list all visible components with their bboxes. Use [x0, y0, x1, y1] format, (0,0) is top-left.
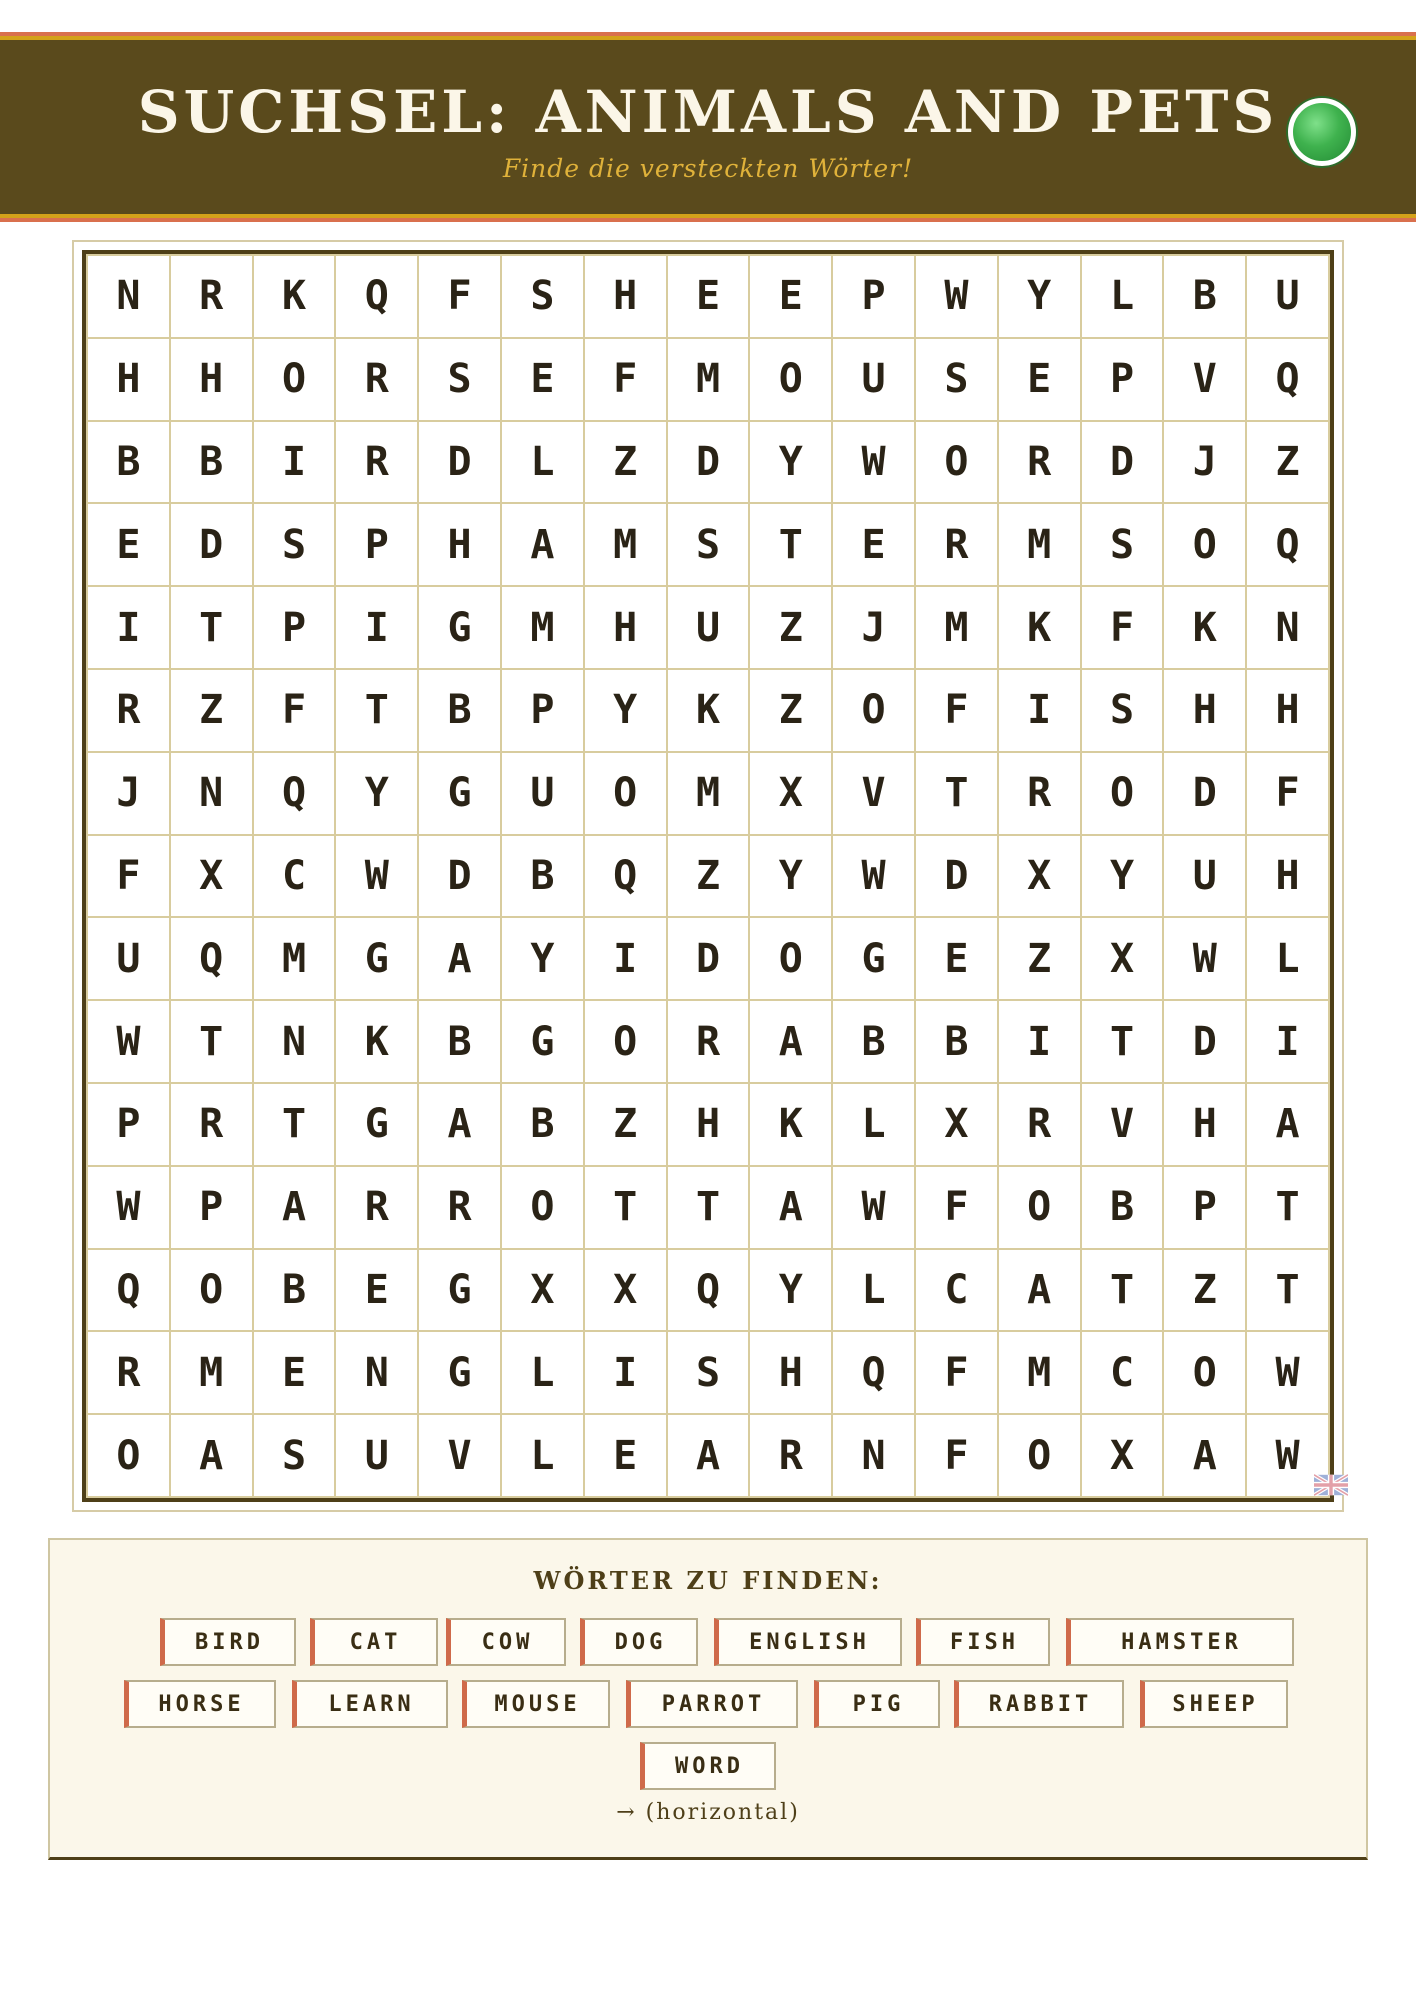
- grid-cell[interactable]: Z: [668, 836, 749, 917]
- grid-cell[interactable]: B: [254, 1250, 335, 1331]
- grid-cell[interactable]: G: [336, 918, 417, 999]
- grid-cell[interactable]: H: [1164, 670, 1245, 751]
- grid-cell[interactable]: Q: [585, 836, 666, 917]
- grid-cell[interactable]: W: [1247, 1415, 1328, 1496]
- grid-cell[interactable]: P: [171, 1167, 252, 1248]
- grid-cell[interactable]: Y: [750, 836, 831, 917]
- grid-cell[interactable]: P: [336, 504, 417, 585]
- grid-cell[interactable]: Q: [1247, 504, 1328, 585]
- grid-cell[interactable]: A: [254, 1167, 335, 1248]
- grid-cell[interactable]: O: [999, 1415, 1080, 1496]
- grid-cell[interactable]: O: [585, 1001, 666, 1082]
- letter-grid: [82, 250, 1334, 1502]
- grid-cell[interactable]: Y: [999, 256, 1080, 337]
- grid-cell[interactable]: P: [254, 587, 335, 668]
- grid-cell[interactable]: T: [171, 587, 252, 668]
- grid-cell[interactable]: U: [88, 918, 169, 999]
- grid-cell[interactable]: Z: [750, 587, 831, 668]
- grid-cell[interactable]: A: [419, 1084, 500, 1165]
- grid-cell[interactable]: W: [833, 836, 914, 917]
- grid-cell[interactable]: Z: [585, 422, 666, 503]
- grid-cell[interactable]: W: [1164, 918, 1245, 999]
- grid-cell[interactable]: A: [750, 1001, 831, 1082]
- grid-cell[interactable]: G: [419, 1332, 500, 1413]
- grid-cell[interactable]: Y: [1082, 836, 1163, 917]
- grid-cell[interactable]: B: [419, 670, 500, 751]
- grid-cell[interactable]: H: [1164, 1084, 1245, 1165]
- grid-cell[interactable]: I: [585, 918, 666, 999]
- grid-cell[interactable]: I: [999, 670, 1080, 751]
- grid-cell[interactable]: E: [916, 918, 997, 999]
- grid-cell[interactable]: F: [254, 670, 335, 751]
- grid-cell[interactable]: N: [88, 256, 169, 337]
- grid-cell[interactable]: S: [502, 256, 583, 337]
- grid-cell[interactable]: T: [1247, 1167, 1328, 1248]
- grid-cell[interactable]: R: [999, 753, 1080, 834]
- grid-cell[interactable]: S: [1082, 670, 1163, 751]
- grid-cell[interactable]: N: [254, 1001, 335, 1082]
- grid-cell[interactable]: G: [419, 1250, 500, 1331]
- grid-cell[interactable]: L: [502, 1415, 583, 1496]
- grid-cell[interactable]: U: [502, 753, 583, 834]
- grid-cell[interactable]: J: [833, 587, 914, 668]
- grid-cell[interactable]: T: [1082, 1250, 1163, 1331]
- grid-cell[interactable]: R: [999, 1084, 1080, 1165]
- grid-cell[interactable]: Y: [750, 1250, 831, 1331]
- grid-cell[interactable]: I: [254, 422, 335, 503]
- grid-cell[interactable]: E: [254, 1332, 335, 1413]
- grid-cell[interactable]: Q: [1247, 339, 1328, 420]
- grid-cell[interactable]: B: [833, 1001, 914, 1082]
- grid-cell[interactable]: F: [88, 836, 169, 917]
- grid-cell[interactable]: V: [1164, 339, 1245, 420]
- grid-cell[interactable]: W: [833, 422, 914, 503]
- grid-cell[interactable]: H: [419, 504, 500, 585]
- grid-cell[interactable]: T: [585, 1167, 666, 1248]
- grid-cell[interactable]: A: [999, 1250, 1080, 1331]
- grid-cell[interactable]: Y: [336, 753, 417, 834]
- grid-cell[interactable]: F: [916, 1332, 997, 1413]
- grid-cell[interactable]: I: [336, 587, 417, 668]
- grid-cell[interactable]: E: [999, 339, 1080, 420]
- grid-cell[interactable]: D: [171, 504, 252, 585]
- word-chip-sheep: SHEEP: [1140, 1680, 1288, 1728]
- grid-cell[interactable]: X: [171, 836, 252, 917]
- grid-cell[interactable]: O: [585, 753, 666, 834]
- grid-cell[interactable]: G: [419, 753, 500, 834]
- grid-cell[interactable]: D: [668, 422, 749, 503]
- grid-cell[interactable]: H: [88, 339, 169, 420]
- grid-cell[interactable]: X: [916, 1084, 997, 1165]
- grid-cell[interactable]: A: [171, 1415, 252, 1496]
- grid-cell[interactable]: A: [1247, 1084, 1328, 1165]
- grid-cell[interactable]: A: [502, 504, 583, 585]
- word-chip-mouse: MOUSE: [462, 1680, 610, 1728]
- grid-cell[interactable]: H: [585, 256, 666, 337]
- grid-cell[interactable]: K: [1164, 587, 1245, 668]
- grid-cell[interactable]: R: [999, 422, 1080, 503]
- grid-cell[interactable]: P: [88, 1084, 169, 1165]
- grid-cell[interactable]: U: [1247, 256, 1328, 337]
- grid-cell[interactable]: A: [419, 918, 500, 999]
- grid-cell[interactable]: N: [833, 1415, 914, 1496]
- grid-cell[interactable]: I: [88, 587, 169, 668]
- grid-cell[interactable]: R: [171, 1084, 252, 1165]
- grid-cell[interactable]: R: [336, 422, 417, 503]
- grid-cell[interactable]: S: [1082, 504, 1163, 585]
- grid-cell[interactable]: M: [668, 339, 749, 420]
- word-chip-parrot: PARROT: [626, 1680, 798, 1728]
- grid-cell[interactable]: M: [668, 753, 749, 834]
- word-chip-cow: COW: [446, 1618, 566, 1666]
- grid-cell[interactable]: Z: [585, 1084, 666, 1165]
- grid-cell[interactable]: W: [916, 256, 997, 337]
- grid-cell[interactable]: V: [833, 753, 914, 834]
- grid-cell[interactable]: Y: [502, 918, 583, 999]
- grid-cell[interactable]: D: [1164, 753, 1245, 834]
- grid-cell[interactable]: X: [502, 1250, 583, 1331]
- grid-cell[interactable]: O: [1082, 753, 1163, 834]
- word-chip-horse: HORSE: [124, 1680, 276, 1728]
- grid-cell[interactable]: A: [668, 1415, 749, 1496]
- header-banner: [0, 34, 1416, 220]
- grid-cell[interactable]: R: [916, 504, 997, 585]
- grid-cell[interactable]: O: [1164, 504, 1245, 585]
- grid-cell[interactable]: O: [502, 1167, 583, 1248]
- grid-cell[interactable]: F: [916, 1167, 997, 1248]
- grid-cell[interactable]: G: [336, 1084, 417, 1165]
- grid-cell[interactable]: B: [502, 836, 583, 917]
- grid-cell[interactable]: O: [750, 339, 831, 420]
- grid-cell[interactable]: R: [88, 670, 169, 751]
- grid-cell[interactable]: F: [585, 339, 666, 420]
- grid-cell[interactable]: U: [336, 1415, 417, 1496]
- grid-cell[interactable]: R: [171, 256, 252, 337]
- grid-cell[interactable]: U: [1164, 836, 1245, 917]
- grid-cell[interactable]: G: [833, 918, 914, 999]
- grid-cell[interactable]: D: [1164, 1001, 1245, 1082]
- grid-cell[interactable]: Q: [88, 1250, 169, 1331]
- grid-cell[interactable]: K: [254, 256, 335, 337]
- grid-cell[interactable]: E: [336, 1250, 417, 1331]
- grid-cell[interactable]: M: [502, 587, 583, 668]
- direction-hint: → (horizontal): [616, 1800, 800, 1825]
- grid-cell[interactable]: O: [1164, 1332, 1245, 1413]
- grid-cell[interactable]: K: [999, 587, 1080, 668]
- grid-cell[interactable]: T: [254, 1084, 335, 1165]
- grid-cell[interactable]: R: [419, 1167, 500, 1248]
- grid-cell[interactable]: T: [171, 1001, 252, 1082]
- grid-cell[interactable]: X: [585, 1250, 666, 1331]
- grid-cell[interactable]: W: [1247, 1332, 1328, 1413]
- grid-cell[interactable]: I: [585, 1332, 666, 1413]
- grid-cell[interactable]: Z: [750, 670, 831, 751]
- grid-cell[interactable]: F: [1247, 753, 1328, 834]
- grid-cell[interactable]: J: [1164, 422, 1245, 503]
- grid-cell[interactable]: N: [336, 1332, 417, 1413]
- grid-cell[interactable]: H: [585, 587, 666, 668]
- grid-cell[interactable]: I: [999, 1001, 1080, 1082]
- grid-cell[interactable]: E: [750, 256, 831, 337]
- word-bank-heading: WÖRTER ZU FINDEN:: [533, 1566, 883, 1595]
- grid-cell[interactable]: W: [336, 836, 417, 917]
- grid-cell[interactable]: S: [419, 339, 500, 420]
- grid-cell[interactable]: Q: [336, 256, 417, 337]
- grid-cell[interactable]: R: [88, 1332, 169, 1413]
- grid-cell[interactable]: C: [1082, 1332, 1163, 1413]
- grid-cell[interactable]: N: [171, 753, 252, 834]
- grid-cell[interactable]: M: [171, 1332, 252, 1413]
- grid-cell[interactable]: H: [750, 1332, 831, 1413]
- grid-cell[interactable]: Z: [171, 670, 252, 751]
- grid-cell[interactable]: A: [1164, 1415, 1245, 1496]
- grid-cell[interactable]: M: [254, 918, 335, 999]
- grid-cell[interactable]: P: [502, 670, 583, 751]
- grid-cell[interactable]: E: [502, 339, 583, 420]
- grid-cell[interactable]: T: [1082, 1001, 1163, 1082]
- grid-cell[interactable]: K: [750, 1084, 831, 1165]
- grid-cell[interactable]: B: [1164, 256, 1245, 337]
- grid-cell[interactable]: S: [254, 1415, 335, 1496]
- word-chip-dog: DOG: [580, 1618, 698, 1666]
- grid-cell[interactable]: H: [1247, 670, 1328, 751]
- grid-cell[interactable]: L: [833, 1084, 914, 1165]
- grid-cell[interactable]: S: [668, 1332, 749, 1413]
- grid-cell[interactable]: B: [171, 422, 252, 503]
- page-subtitle: Finde die versteckten Wörter!: [502, 154, 914, 183]
- grid-cell[interactable]: P: [1082, 339, 1163, 420]
- word-chip-english: ENGLISH: [714, 1618, 902, 1666]
- grid-cell[interactable]: F: [916, 670, 997, 751]
- word-bank: [48, 1538, 1368, 1860]
- grid-cell[interactable]: I: [1247, 1001, 1328, 1082]
- grid-cell[interactable]: J: [88, 753, 169, 834]
- grid-cell[interactable]: O: [88, 1415, 169, 1496]
- grid-cell[interactable]: D: [668, 918, 749, 999]
- grid-cell[interactable]: V: [1082, 1084, 1163, 1165]
- grid-cell[interactable]: L: [833, 1250, 914, 1331]
- grid-cell[interactable]: A: [750, 1167, 831, 1248]
- grid-cell[interactable]: B: [916, 1001, 997, 1082]
- grid-cell[interactable]: K: [336, 1001, 417, 1082]
- grid-cell[interactable]: O: [750, 918, 831, 999]
- grid-cell[interactable]: B: [419, 1001, 500, 1082]
- grid-cell[interactable]: M: [999, 1332, 1080, 1413]
- word-chip-hamster: HAMSTER: [1066, 1618, 1294, 1666]
- grid-cell[interactable]: O: [171, 1250, 252, 1331]
- grid-cell[interactable]: L: [1247, 918, 1328, 999]
- grid-cell[interactable]: B: [88, 422, 169, 503]
- grid-cell[interactable]: Q: [171, 918, 252, 999]
- grid-cell[interactable]: Y: [750, 422, 831, 503]
- grid-cell[interactable]: U: [668, 587, 749, 668]
- grid-cell[interactable]: F: [916, 1415, 997, 1496]
- grid-cell[interactable]: W: [88, 1167, 169, 1248]
- grid-cell[interactable]: O: [916, 422, 997, 503]
- word-chip-cat: CAT: [310, 1618, 438, 1666]
- word-chip-pig: PIG: [814, 1680, 940, 1728]
- grid-cell[interactable]: E: [833, 504, 914, 585]
- grid-cell[interactable]: S: [254, 504, 335, 585]
- grid-cell[interactable]: X: [750, 753, 831, 834]
- grid-cell[interactable]: F: [1082, 587, 1163, 668]
- status-indicator-icon: [1288, 98, 1356, 166]
- grid-cell[interactable]: E: [585, 1415, 666, 1496]
- grid-cell[interactable]: O: [254, 339, 335, 420]
- grid-cell[interactable]: B: [502, 1084, 583, 1165]
- grid-cell[interactable]: R: [336, 339, 417, 420]
- grid-cell[interactable]: E: [668, 256, 749, 337]
- uk-flag-icon: [1314, 1474, 1348, 1496]
- grid-cell[interactable]: X: [999, 836, 1080, 917]
- page-title: SUCHSEL: ANIMALS AND PETS: [137, 78, 1279, 146]
- grid-cell[interactable]: D: [916, 836, 997, 917]
- grid-cell[interactable]: T: [668, 1167, 749, 1248]
- grid-cell[interactable]: C: [254, 836, 335, 917]
- grid-cell[interactable]: S: [668, 504, 749, 585]
- grid-cell[interactable]: X: [1082, 918, 1163, 999]
- grid-cell[interactable]: B: [1082, 1167, 1163, 1248]
- puzzle-frame: [72, 240, 1344, 1512]
- grid-cell[interactable]: Z: [999, 918, 1080, 999]
- grid-cell[interactable]: R: [750, 1415, 831, 1496]
- grid-cell[interactable]: L: [502, 422, 583, 503]
- grid-cell[interactable]: K: [668, 670, 749, 751]
- grid-cell[interactable]: W: [88, 1001, 169, 1082]
- grid-cell[interactable]: F: [419, 256, 500, 337]
- grid-cell[interactable]: D: [419, 836, 500, 917]
- grid-cell[interactable]: T: [1247, 1250, 1328, 1331]
- grid-cell[interactable]: H: [1247, 836, 1328, 917]
- grid-cell[interactable]: X: [1082, 1415, 1163, 1496]
- grid-cell[interactable]: W: [833, 1167, 914, 1248]
- grid-cell[interactable]: M: [916, 587, 997, 668]
- grid-cell[interactable]: T: [336, 670, 417, 751]
- grid-cell[interactable]: Z: [1247, 422, 1328, 503]
- word-chip-fish: FISH: [916, 1618, 1050, 1666]
- grid-cell[interactable]: Q: [833, 1332, 914, 1413]
- grid-cell[interactable]: R: [336, 1167, 417, 1248]
- word-chip-word: WORD: [640, 1742, 776, 1790]
- grid-cell[interactable]: H: [171, 339, 252, 420]
- grid-cell[interactable]: P: [1164, 1167, 1245, 1248]
- grid-cell[interactable]: S: [916, 339, 997, 420]
- grid-cell[interactable]: P: [833, 256, 914, 337]
- grid-cell[interactable]: Q: [668, 1250, 749, 1331]
- grid-cell[interactable]: R: [668, 1001, 749, 1082]
- word-chip-bird: BIRD: [160, 1618, 296, 1666]
- grid-cell[interactable]: N: [1247, 587, 1328, 668]
- word-chip-learn: LEARN: [292, 1680, 448, 1728]
- grid-cell[interactable]: D: [419, 422, 500, 503]
- grid-cell[interactable]: D: [1082, 422, 1163, 503]
- grid-cell[interactable]: M: [585, 504, 666, 585]
- word-chip-rabbit: RABBIT: [954, 1680, 1124, 1728]
- grid-cell[interactable]: V: [419, 1415, 500, 1496]
- grid-cell[interactable]: G: [502, 1001, 583, 1082]
- grid-cell[interactable]: E: [88, 504, 169, 585]
- grid-cell[interactable]: L: [502, 1332, 583, 1413]
- grid-cell[interactable]: Y: [585, 670, 666, 751]
- grid-cell[interactable]: G: [419, 587, 500, 668]
- grid-cell[interactable]: M: [999, 504, 1080, 585]
- grid-cell[interactable]: H: [668, 1084, 749, 1165]
- grid-cell[interactable]: Z: [1164, 1250, 1245, 1331]
- grid-cell[interactable]: O: [999, 1167, 1080, 1248]
- grid-cell[interactable]: U: [833, 339, 914, 420]
- grid-cell[interactable]: C: [916, 1250, 997, 1331]
- grid-cell[interactable]: T: [750, 504, 831, 585]
- grid-cell[interactable]: O: [833, 670, 914, 751]
- grid-cell[interactable]: T: [916, 753, 997, 834]
- grid-cell[interactable]: Q: [254, 753, 335, 834]
- grid-cell[interactable]: L: [1082, 256, 1163, 337]
